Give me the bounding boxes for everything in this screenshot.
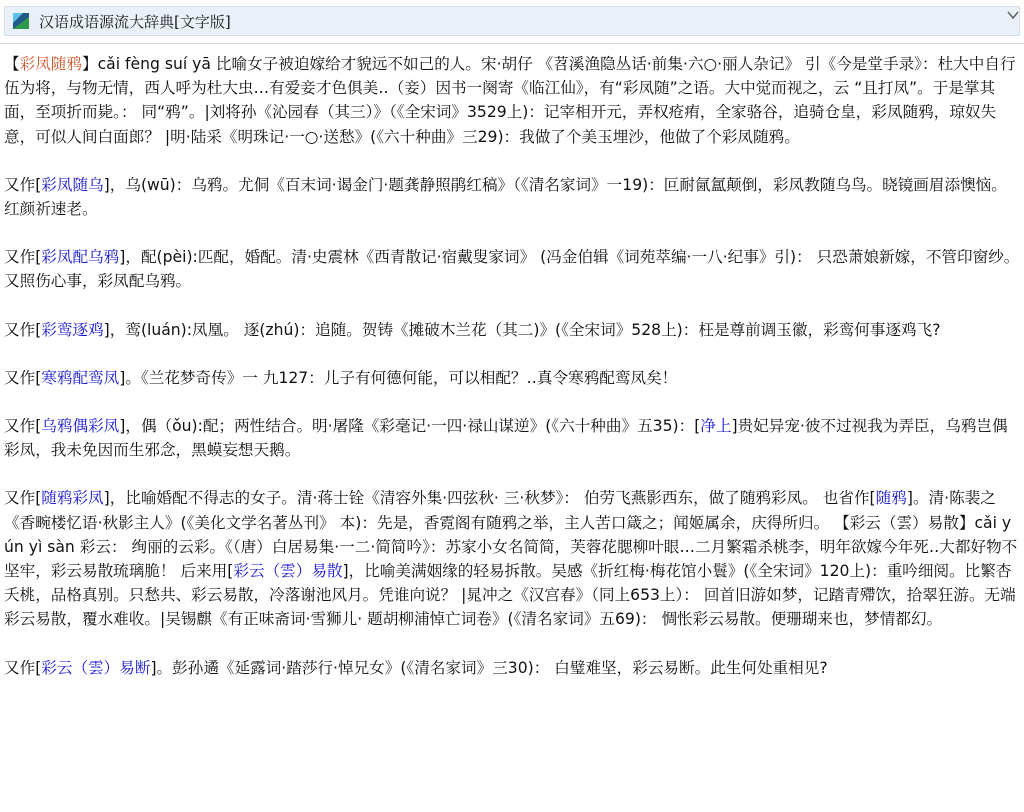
variant-paragraph	[4, 366, 1020, 390]
variant-prefix: 又作[	[4, 248, 42, 267]
variant-text: ]，比喻美满姻缘的轻易拆散。吴感《折红梅·梅花馆小鬟》(《全宋词》120上)：重吟细阅。比繁杏夭桃，品格真别。只愁共、彩云易散，冷落谢池风月。凭谁向说？ |晁冲之《汉宫春》（同上653上）： 回首旧游如梦，记踏青殢饮，拾翠狂游。无端彩云易散，覆水难收。|吴锡麒《有正味斋词·雪狮儿· 题胡柳浦悼亡词卷》(《清名家词》五69)： 惆怅彩云易散。便珊瑚来也，梦情都幻。	[4, 562, 1016, 629]
variant-text: ]。清·陈裴之《香畹楼忆语·秋影主人》(《美化文学名著丛刊》 本)：先是，香霓阁有随鸦之举，主人苦口箴之；闻姬属余，庆得所归。 【彩云（雲）易散】cǎi yún yì sàn 彩云： 绚丽的云彩。《（唐）白居易集·一二·简简吟》：苏家小女名简简，芙蓉花腮柳叶眼…二月繁霜杀桃李，明年欲嫁今年死‥大都好物不坚牢，彩云易散琉璃脆！ 后来用[	[4, 489, 1018, 581]
variant-paragraph	[4, 173, 1020, 221]
headword-pinyin: cǎi fèng suí yā	[97, 55, 211, 73]
entry-content	[4, 52, 1020, 810]
entry-paragraph	[4, 52, 1020, 149]
book-app-icon	[13, 13, 29, 29]
headword: 彩凤随鸦	[19, 55, 82, 73]
variant-link[interactable]: 彩凤随乌	[41, 175, 104, 194]
variant-link[interactable]: 寒鸦配鸾凤	[41, 368, 120, 387]
variant-paragraph	[4, 486, 1020, 631]
variant-prefix: 又作[	[4, 175, 42, 194]
variant-text: ]，配(pèi):匹配，婚配。清·史震林《西青散记·宿戴叟家词》 (冯金伯辑《词苑萃编·一八·纪事》引)： 只恐萧娘新嫁，不管印窗纱。又照伤心事，彩凤配乌鸦。	[4, 248, 1020, 291]
variant-text: ]，比喻婚配不得志的女子。清·蒋士铨《清容外集·四弦秋· 三·秋梦》： 伯劳飞燕影西东，做了随鸦彩凤。 也省作[	[103, 489, 876, 508]
variant-link[interactable]: 随鸦	[875, 489, 907, 508]
chevron-down-icon[interactable]	[1004, 6, 1022, 24]
variant-paragraph	[4, 656, 1020, 680]
variant-text: ]。《兰花梦奇传》一 九127：儿子有何德何能，可以相配？‥真令寒鸦配鸾凤矣！	[119, 368, 678, 387]
variant-link[interactable]: 乌鸦偶彩凤	[41, 417, 120, 436]
variant-paragraph	[4, 318, 1020, 342]
variant-paragraph	[4, 245, 1020, 293]
stage-direction-link[interactable]: 净上	[700, 417, 732, 436]
variant-prefix: 又作[	[4, 658, 42, 677]
variant-text: ]，偶（ǒu):配；两性结合。明·屠隆《彩毫记·一四·禄山谋逆》(《六十种曲》五35)：[	[119, 417, 701, 436]
variant-link[interactable]: 彩鸾逐鸡	[41, 320, 104, 339]
variant-prefix: 又作[	[4, 368, 42, 387]
variant-link[interactable]: 彩凤配乌鸦	[41, 248, 120, 267]
variant-text: ]。彭孙遹《延露词·踏莎行·悼兄女》(《清名家词》三30)： 白璧难坚，彩云易断。此生何处重相见?	[150, 658, 828, 677]
variant-text: ]，乌(wū)：乌鸦。尤侗《百末词·谒金门·题龚静照鹃红稿》（《清名家词》一19)：叵耐氤氲颠倒，彩凤教随乌鸟。晓镜画眉添懊恼。红颜祈速老。	[4, 175, 1007, 219]
variant-prefix: 又作[	[4, 320, 42, 339]
entry-text: 比喻女子被迫嫁给才貌远不如己的人。宋·胡仔 《苕溪渔隐丛话·前集·六○·丽人杂记》 引《今是堂手录》：杜大中自行伍为将，与物无情，西人呼为杜大虫…有爱妾才色俱美‥（妾）因书一阕寄《临江仙》，有“彩凤随”之语。大中觉而视之，云 “且打凤”。于是掌其面，至项折而毙。： 同“鸦”。|刘将孙《沁园春（其三）》（《全宋词》3529上)：记宰相开元，弄权疮痏，全家骆谷，追骑仓皇，彩凤随鸦，琼奴失意，可似人间白面郎？ |明·陆采《明珠记·一○·送愁》(《六十种曲》三29)：我做了个美玉埋沙，他做了个彩凤随鸦。	[4, 55, 1016, 146]
window-title: 汉语成语源流大辞典[文字版]	[39, 13, 231, 31]
variant-prefix: 又作[	[4, 489, 42, 508]
variant-text: ]，鸾(luán):凤凰。 逐(zhú)：追随。贺铸《摊破木兰花（其二)》(《全宋词》528上)：枉是尊前调玉徽，彩鸾何事逐鸡飞?	[103, 320, 941, 339]
headword-bracket-open: 【	[4, 55, 20, 73]
variant-link[interactable]: 随鸦彩凤	[41, 489, 104, 508]
variant-link[interactable]: 彩云（雲）易断	[41, 658, 151, 677]
title-bar	[0, 0, 1024, 44]
variant-paragraph	[4, 414, 1020, 462]
variant-text: ]贵妃异宠·彼不过视我为弄臣，乌鸦岂偶彩凤，我未免因而生邪念，黑蟆妄想天鹅。	[4, 417, 1008, 460]
headword-bracket-close: 】	[82, 55, 98, 73]
variant-link[interactable]: 彩云（雲）易散	[233, 562, 343, 581]
document-tab[interactable]	[4, 6, 1020, 36]
variant-prefix: 又作[	[4, 417, 42, 436]
